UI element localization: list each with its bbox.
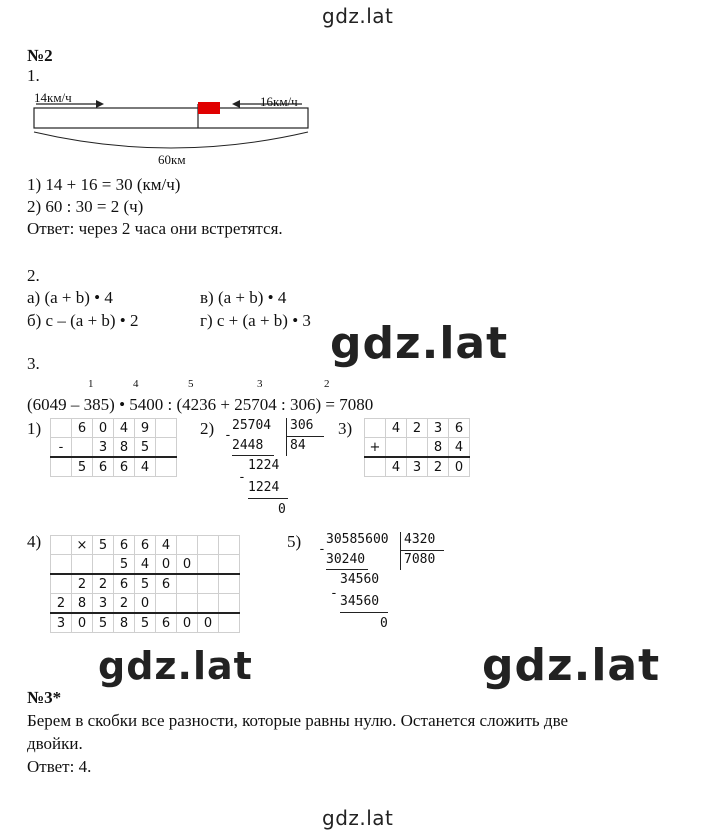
- grid-cell: 6: [114, 457, 135, 477]
- grid-cell: 0: [198, 613, 219, 633]
- grid-cell: [156, 419, 177, 438]
- grid-cell: 8: [114, 438, 135, 458]
- grid-cell: 6: [156, 613, 177, 633]
- quotient-line: [400, 550, 444, 551]
- grid-cell: 4: [135, 555, 156, 575]
- grid-cell: 5: [93, 536, 114, 555]
- grid-cell: [219, 594, 240, 614]
- expr-b: б) c – (a + b) • 2: [27, 311, 139, 330]
- grid-cell: [177, 594, 198, 614]
- grid-row: [51, 536, 240, 555]
- subtrahend-2: 1224: [248, 480, 280, 495]
- grid-row: [365, 419, 470, 438]
- remainder-1: 34560: [340, 572, 380, 587]
- grid-cell: 0: [177, 613, 198, 633]
- grid-cell: 0: [93, 419, 114, 438]
- part3-label: 3.: [27, 354, 40, 373]
- grid-cell: 3: [93, 438, 114, 458]
- grid-cell: 4: [386, 457, 407, 477]
- grid-cell: 4: [156, 536, 177, 555]
- grid-cell: 6: [114, 536, 135, 555]
- grid-row: [51, 457, 177, 477]
- grid-cell: 2: [407, 419, 428, 438]
- order-mark-3: 3: [257, 378, 263, 390]
- grid-cell: 8: [114, 613, 135, 633]
- quotient-line: [286, 436, 324, 437]
- subtrahend-1: 30240: [326, 552, 366, 567]
- watermark-middle: gdz.lat: [330, 318, 509, 369]
- grid-cell: [198, 594, 219, 614]
- step2-long-division: 25704 306 - 2448 84 1224 - 1224 0: [224, 418, 334, 528]
- grid-cell: 0: [72, 613, 93, 633]
- order-mark-4: 4: [133, 378, 139, 390]
- grid-cell: 5: [93, 613, 114, 633]
- grid-cell: 6: [72, 419, 93, 438]
- meeting-flag: [198, 102, 220, 114]
- grid-cell: 6: [93, 457, 114, 477]
- solution-line-2: 2) 60 : 30 = 2 (ч): [27, 197, 144, 216]
- step1-subtraction-grid: [50, 418, 177, 477]
- grid-cell: 3: [51, 613, 72, 633]
- grid-cell: 2: [72, 574, 93, 594]
- grid-cell: [51, 574, 72, 594]
- grid-cell: 4: [449, 438, 470, 458]
- distance-arc: [34, 132, 308, 148]
- dividend: 30585600: [326, 532, 389, 547]
- task3-title: №3*: [27, 688, 62, 707]
- order-mark-2: 2: [324, 378, 330, 390]
- watermark-left: gdz.lat: [98, 644, 253, 688]
- grid-cell: [72, 555, 93, 575]
- grid-cell: 0: [156, 555, 177, 575]
- grid-cell: [93, 555, 114, 575]
- grid-cell: [365, 457, 386, 477]
- grid-cell: [407, 438, 428, 458]
- step5-label: 5): [287, 532, 302, 551]
- task3-line-2: двойки.: [27, 734, 83, 753]
- solution-line-1: 1) 14 + 16 = 30 (км/ч): [27, 175, 181, 194]
- part2-label: 2.: [27, 266, 40, 285]
- grid-cell: [365, 419, 386, 438]
- grid-cell: [156, 594, 177, 614]
- grid-row: [51, 594, 240, 614]
- grid-cell: [177, 536, 198, 555]
- order-mark-5: 5: [188, 378, 194, 390]
- task3-line-1: Берем в скобки все разности, которые равны нулю. Останется сложить две: [27, 711, 569, 730]
- division-bar: [286, 418, 287, 456]
- divisor: 306: [290, 418, 314, 433]
- grid-cell: 3: [428, 419, 449, 438]
- grid-row: [51, 419, 177, 438]
- step4-label: 4): [27, 532, 42, 551]
- step4-multiplication-grid: [50, 535, 240, 633]
- grid-cell: [51, 419, 72, 438]
- expr-v: в) (a + b) • 4: [200, 288, 287, 307]
- grid-row: [51, 555, 240, 575]
- grid-cell: [386, 438, 407, 458]
- grid-cell: 4: [114, 419, 135, 438]
- grid-cell: [198, 574, 219, 594]
- remainder-final: 0: [380, 616, 388, 631]
- grid-cell: +: [365, 438, 386, 458]
- task2-title: №2: [27, 46, 53, 65]
- order-mark-1: 1: [88, 378, 94, 390]
- grid-cell: 5: [114, 555, 135, 575]
- step3-addition-grid: [364, 418, 470, 477]
- grid-cell: -: [51, 438, 72, 458]
- grid-row: [51, 438, 177, 458]
- grid-cell: [156, 457, 177, 477]
- grid-cell: 3: [93, 594, 114, 614]
- grid-cell: 4: [386, 419, 407, 438]
- grid-cell: [198, 555, 219, 575]
- grid-cell: 0: [177, 555, 198, 575]
- grid-cell: 8: [72, 594, 93, 614]
- quotient: 84: [290, 438, 306, 453]
- remainder-1: 1224: [248, 458, 280, 473]
- main-expression: (6049 – 385) • 5400 : (4236 + 25704 : 306) = 7080: [27, 395, 374, 414]
- grid-row: [365, 457, 470, 477]
- grid-cell: [219, 574, 240, 594]
- grid-cell: [156, 438, 177, 458]
- watermark-right: gdz.lat: [482, 640, 661, 691]
- expr-a: а) (a + b) • 4: [27, 288, 113, 307]
- quotient: 7080: [404, 552, 436, 567]
- divisor: 4320: [404, 532, 436, 547]
- grid-cell: ×: [72, 536, 93, 555]
- right-speed: 16км/ч: [260, 94, 298, 109]
- grid-cell: 5: [135, 613, 156, 633]
- grid-row: [51, 613, 240, 633]
- step1-label: 1): [27, 419, 42, 438]
- grid-cell: [72, 438, 93, 458]
- step2-label: 2): [200, 419, 215, 438]
- subtrahend-1: 2448: [232, 438, 264, 453]
- task3-answer: Ответ: 4.: [27, 757, 92, 776]
- watermark-top: gdz.lat: [322, 4, 394, 28]
- left-speed: 14км/ч: [34, 90, 72, 105]
- grid-cell: 2: [93, 574, 114, 594]
- grid-cell: 0: [449, 457, 470, 477]
- grid-cell: 2: [114, 594, 135, 614]
- expr-g: г) c + (a + b) • 3: [200, 311, 311, 330]
- grid-cell: 6: [449, 419, 470, 438]
- grid-cell: [177, 574, 198, 594]
- division-bar: [400, 532, 401, 570]
- step3-label: 3): [338, 419, 353, 438]
- subtrahend-2: 34560: [340, 594, 380, 609]
- part1-label: 1.: [27, 66, 40, 85]
- grid-cell: 5: [72, 457, 93, 477]
- grid-cell: [51, 555, 72, 575]
- grid-row: [365, 438, 470, 458]
- grid-cell: [51, 457, 72, 477]
- left-arrow-head: [96, 100, 104, 108]
- grid-cell: 6: [156, 574, 177, 594]
- answer-line: Ответ: через 2 часа они встретятся.: [27, 219, 283, 238]
- grid-cell: 8: [428, 438, 449, 458]
- grid-cell: 2: [51, 594, 72, 614]
- grid-cell: 4: [135, 457, 156, 477]
- grid-cell: 5: [135, 574, 156, 594]
- grid-cell: 6: [114, 574, 135, 594]
- dividend: 25704: [232, 418, 272, 433]
- grid-cell: 9: [135, 419, 156, 438]
- grid-cell: [219, 613, 240, 633]
- grid-cell: 3: [407, 457, 428, 477]
- grid-cell: 5: [135, 438, 156, 458]
- grid-cell: 6: [135, 536, 156, 555]
- grid-cell: [51, 536, 72, 555]
- grid-cell: [219, 555, 240, 575]
- grid-cell: [198, 536, 219, 555]
- distance-label: 60км: [158, 152, 186, 167]
- grid-cell: [219, 536, 240, 555]
- grid-cell: 2: [428, 457, 449, 477]
- grid-row: [51, 574, 240, 594]
- remainder-final: 0: [278, 502, 286, 517]
- right-arrow-head: [232, 100, 240, 108]
- step5-long-division: 30585600 4320 - 30240 7080 34560 - 34560 0: [316, 532, 456, 632]
- watermark-bottom: gdz.lat: [322, 806, 394, 830]
- grid-cell: 0: [135, 594, 156, 614]
